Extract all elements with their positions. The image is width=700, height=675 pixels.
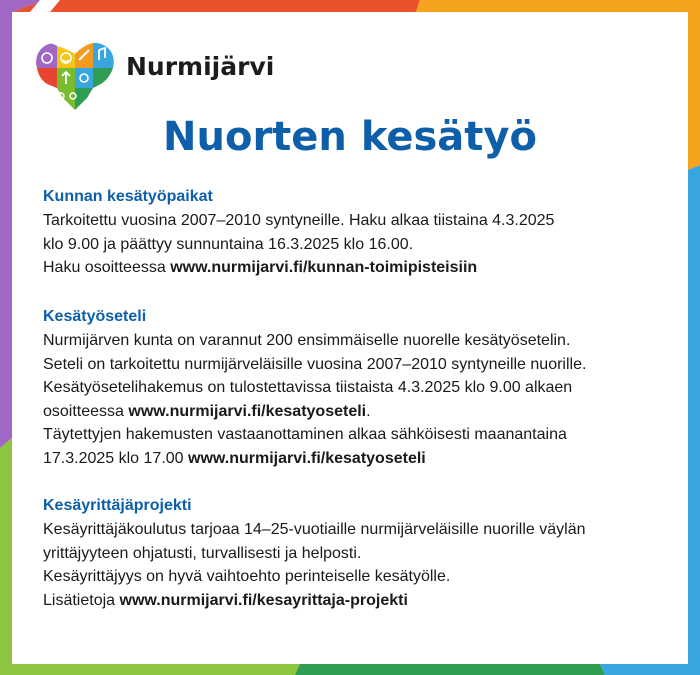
section-kunnan-kesatyopaikat	[43, 188, 683, 280]
text-line: Kesäyrittäjyys on hyvä vaihtoehto perinteiselle kesätyölle.	[43, 568, 451, 586]
text-line: Lisätietoja www.nurmijarvi.fi/kesayrittaja-projekti	[43, 591, 408, 609]
section-heading: Kesäyrittäjäprojekti	[43, 497, 192, 514]
url-link[interactable]: www.nurmijarvi.fi/kesatyoseteli	[188, 449, 426, 467]
text-line: osoitteessa www.nurmijarvi.fi/kesatyoseteli.	[43, 402, 371, 420]
text-line: Nurmijärven kunta on varannut 200 ensimmäiselle nuorelle kesätyösetelin.	[43, 332, 571, 349]
text-line: 17.3.2025 klo 17.00 www.nurmijarvi.fi/kesatyoseteli	[43, 449, 426, 467]
text-line: Kesäyrittäjäkoulutus tarjoaa 14–25-vuotiaille nurmijärveläisille nuorille väylän	[43, 521, 586, 538]
text-line: Haku osoitteessa www.nurmijarvi.fi/kunnan-toimipisteisiin	[43, 259, 478, 277]
text-line: klo 9.00 ja päättyy sunnuntaina 16.3.2025 klo 16.00.	[43, 235, 414, 253]
section-heading: Kunnan kesätyöpaikat	[43, 188, 213, 205]
page-title: Nuorten kesätyö	[163, 114, 537, 160]
brand-name: Nurmijärvi	[126, 52, 275, 81]
text-line: Täytettyjen hakemusten vastaanottaminen alkaa sähköisesti maanantaina	[43, 426, 567, 444]
section-kesayrittajaprojekti	[43, 497, 683, 612]
section-kesatyoseteli	[43, 308, 683, 471]
text-line: Kesätyösetelihakemus on tulostettavissa tiistaista 4.3.2025 klo 9.00 alkaen	[43, 379, 573, 397]
text-line: Tarkoitettu vuosina 2007–2010 syntyneille. Haku alkaa tiistaina 4.3.2025	[43, 212, 555, 229]
url-link[interactable]: www.nurmijarvi.fi/kesayrittaja-projekti	[119, 591, 408, 609]
section-heading: Kesätyöseteli	[43, 308, 147, 325]
url-link[interactable]: www.nurmijarvi.fi/kunnan-toimipisteisiin	[170, 259, 478, 277]
text-line: Seteli on tarkoitettu nurmijärveläisille vuosina 2007–2010 syntyneille nuorille.	[43, 355, 587, 373]
text-line: yrittäjyyteen ohjatusti, turvallisesti ja helposti.	[43, 544, 362, 562]
url-link[interactable]: www.nurmijarvi.fi/kesatyoseteli	[128, 402, 367, 420]
heart-logo-icon	[33, 38, 117, 112]
